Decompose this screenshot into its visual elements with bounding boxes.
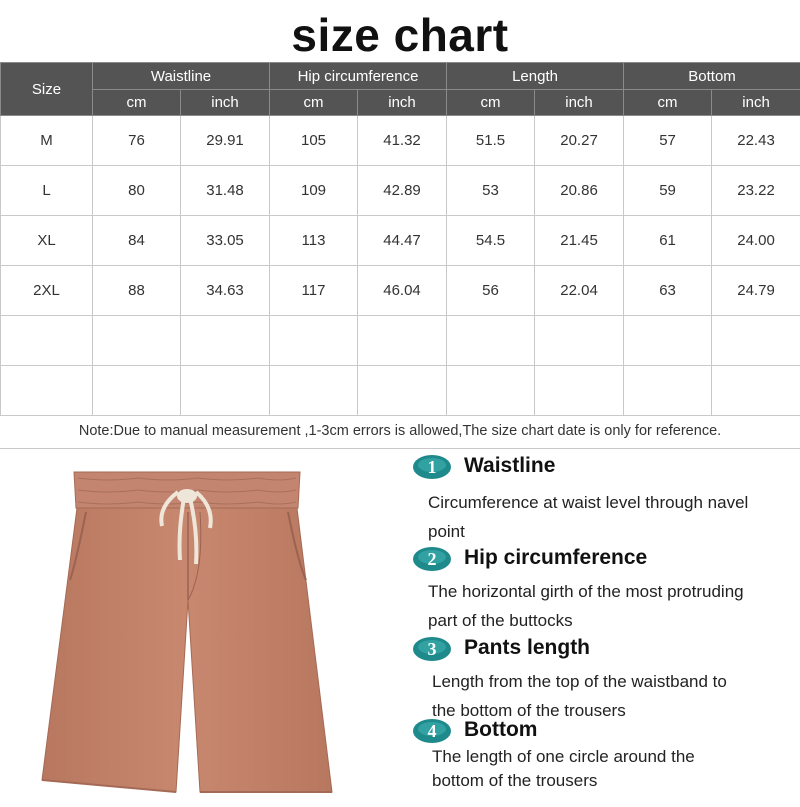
measurement-cell: 56 xyxy=(447,266,535,316)
number-2-icon xyxy=(412,546,452,572)
definition-text: The horizontal girth of the most protruding xyxy=(428,582,744,601)
size-cell xyxy=(1,316,93,366)
definition-text: Length from the top of the waistband to xyxy=(432,672,727,691)
measurement-cell xyxy=(181,316,270,366)
measurement-cell: 105 xyxy=(270,116,358,166)
unit-header: inch xyxy=(181,90,270,116)
size-cell: L xyxy=(1,166,93,216)
measurement-cell: 42.89 xyxy=(358,166,447,216)
table-row xyxy=(1,166,800,216)
page-title: size chart xyxy=(291,9,509,61)
measurement-cell: 63 xyxy=(624,266,712,316)
definition-title: Pants length xyxy=(464,636,591,659)
unit-header: cm xyxy=(624,90,712,116)
unit-header: inch xyxy=(712,90,800,116)
measurement-cell: 54.5 xyxy=(447,216,535,266)
unit-header: cm xyxy=(447,90,535,116)
measurement-cell xyxy=(712,316,800,366)
measurement-cell xyxy=(93,316,181,366)
definition-title: Waistline xyxy=(464,454,556,477)
measurement-cell xyxy=(624,366,712,416)
definition-text: bottom of the trousers xyxy=(432,771,598,790)
definition-title: Hip circumference xyxy=(464,546,648,569)
measurement-cell: 20.27 xyxy=(535,116,624,166)
measurement-cell: 76 xyxy=(93,116,181,166)
measurement-cell: 33.05 xyxy=(181,216,270,266)
measurement-cell xyxy=(624,316,712,366)
table-row xyxy=(1,366,800,416)
shorts-photo xyxy=(28,462,358,802)
measurement-cell: 51.5 xyxy=(447,116,535,166)
measurement-note: Note:Due to manual measurement ,1-3cm errors is allowed,The size chart date is only for reference. xyxy=(0,414,800,449)
measurement-cell xyxy=(447,366,535,416)
measurement-cell: 59 xyxy=(624,166,712,216)
group-header-bottom: Bottom xyxy=(624,63,800,90)
unit-header: inch xyxy=(358,90,447,116)
measurement-cell: 29.91 xyxy=(181,116,270,166)
size-cell: 2XL xyxy=(1,266,93,316)
measurement-cell xyxy=(270,366,358,416)
size-column-header: Size xyxy=(1,63,93,116)
measurement-cell xyxy=(358,316,447,366)
definition-text: Circumference at waist level through navel xyxy=(428,493,749,512)
measurement-cell xyxy=(535,366,624,416)
measurement-cell xyxy=(712,366,800,416)
measurement-cell: 34.63 xyxy=(181,266,270,316)
measurement-cell: 61 xyxy=(624,216,712,266)
definition-hip xyxy=(412,544,797,630)
definition-pants-length xyxy=(412,634,797,720)
group-header-length: Length xyxy=(447,63,624,90)
size-cell: XL xyxy=(1,216,93,266)
measurement-cell xyxy=(93,366,181,416)
size-cell: M xyxy=(1,116,93,166)
measurement-cell: 22.43 xyxy=(712,116,800,166)
unit-header: cm xyxy=(93,90,181,116)
unit-header: inch xyxy=(535,90,624,116)
group-header-waistline: Waistline xyxy=(93,63,270,90)
measurement-cell: 31.48 xyxy=(181,166,270,216)
table-row xyxy=(1,216,800,266)
definition-text: The length of one circle around the xyxy=(432,747,695,766)
number-3-icon xyxy=(412,636,452,662)
table-row xyxy=(1,116,800,166)
measurement-cell xyxy=(181,366,270,416)
definition-waistline xyxy=(412,452,797,541)
measurement-cell: 24.79 xyxy=(712,266,800,316)
measurement-cell: 44.47 xyxy=(358,216,447,266)
measurement-cell: 21.45 xyxy=(535,216,624,266)
table-row xyxy=(1,266,800,316)
measurement-cell: 53 xyxy=(447,166,535,216)
svg-text:2: 2 xyxy=(427,549,437,569)
measurement-cell xyxy=(535,316,624,366)
measurement-cell: 41.32 xyxy=(358,116,447,166)
size-chart-table xyxy=(0,62,800,416)
measurement-cell: 80 xyxy=(93,166,181,216)
measurement-cell: 20.86 xyxy=(535,166,624,216)
measurement-cell xyxy=(358,366,447,416)
measurement-cell xyxy=(270,316,358,366)
definition-text: part of the buttocks xyxy=(428,611,573,630)
svg-text:1: 1 xyxy=(427,457,437,477)
definition-text: the bottom of the trousers xyxy=(432,701,626,720)
measurement-cell: 24.00 xyxy=(712,216,800,266)
measurement-cell xyxy=(447,316,535,366)
measurement-cell: 117 xyxy=(270,266,358,316)
measurement-cell: 57 xyxy=(624,116,712,166)
measurement-cell: 88 xyxy=(93,266,181,316)
number-1-icon xyxy=(412,454,452,480)
measurement-cell: 46.04 xyxy=(358,266,447,316)
definition-text: point xyxy=(428,522,465,541)
size-cell xyxy=(1,366,93,416)
shorts-icon xyxy=(28,462,358,802)
definition-bottom xyxy=(412,716,797,790)
measurement-cell: 23.22 xyxy=(712,166,800,216)
svg-text:3: 3 xyxy=(427,639,437,659)
unit-header: cm xyxy=(270,90,358,116)
measurement-cell: 84 xyxy=(93,216,181,266)
number-4-icon xyxy=(412,718,452,744)
measurement-cell: 109 xyxy=(270,166,358,216)
group-header-hip: Hip circumference xyxy=(270,63,447,90)
measurement-cell: 22.04 xyxy=(535,266,624,316)
table-body xyxy=(1,116,800,416)
definition-title: Bottom xyxy=(464,718,538,741)
svg-text:4: 4 xyxy=(427,721,437,741)
measurement-cell: 113 xyxy=(270,216,358,266)
table-row xyxy=(1,316,800,366)
